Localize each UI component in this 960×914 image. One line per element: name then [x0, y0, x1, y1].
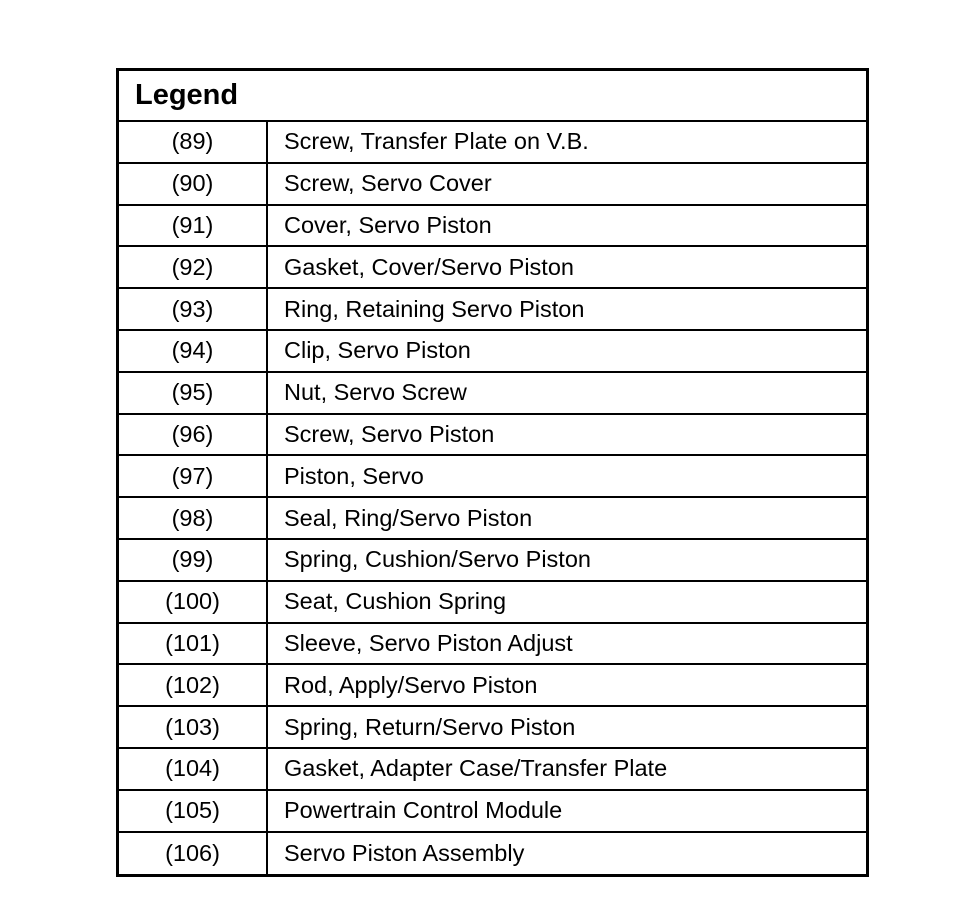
legend-row — [119, 540, 866, 582]
legend-item-description: Cover, Servo Piston — [284, 211, 492, 238]
legend-item-number: (100) — [119, 582, 268, 622]
legend-item-description: Gasket, Adapter Case/Transfer Plate — [284, 755, 668, 782]
legend-row — [119, 498, 866, 540]
legend-item-number: (104) — [119, 749, 268, 789]
legend-item-number: (102) — [119, 665, 268, 705]
legend-row — [119, 833, 866, 875]
legend-item-number: (99) — [119, 540, 268, 580]
legend-item-number: (95) — [119, 373, 268, 413]
legend-item-description: Ring, Retaining Servo Piston — [284, 295, 585, 322]
legend-item-number: (91) — [119, 206, 268, 246]
legend-item-number: (93) — [119, 289, 268, 329]
legend-row — [119, 791, 866, 833]
legend-item-description: Spring, Return/Servo Piston — [284, 713, 576, 740]
legend-item-number: (97) — [119, 456, 268, 496]
legend-item-number: (103) — [119, 707, 268, 747]
legend-item-description: Piston, Servo — [284, 462, 424, 489]
legend-item-number: (92) — [119, 247, 268, 287]
legend-item-number: (106) — [119, 833, 268, 875]
legend-row — [119, 456, 866, 498]
legend-item-description: Spring, Cushion/Servo Piston — [284, 546, 591, 573]
legend-row — [119, 164, 866, 206]
legend-item-number: (101) — [119, 624, 268, 664]
legend-item-description: Seat, Cushion Spring — [284, 588, 507, 615]
legend-rows — [119, 122, 866, 874]
legend-item-number: (98) — [119, 498, 268, 538]
legend-row — [119, 289, 866, 331]
legend-item-number: (90) — [119, 164, 268, 204]
legend-row — [119, 707, 866, 749]
legend-row — [119, 582, 866, 624]
legend-row — [119, 624, 866, 666]
legend-item-number: (96) — [119, 415, 268, 455]
legend-item-description: Nut, Servo Screw — [284, 379, 467, 406]
legend-item-description: Sleeve, Servo Piston Adjust — [284, 629, 573, 656]
legend-item-description: Rod, Apply/Servo Piston — [284, 671, 538, 698]
legend-item-description: Screw, Servo Piston — [284, 420, 495, 447]
legend-row — [119, 331, 866, 373]
legend-row — [119, 415, 866, 457]
legend-row — [119, 373, 866, 415]
legend-row — [119, 122, 866, 164]
legend-item-description: Screw, Servo Cover — [284, 170, 492, 197]
legend-item-description: Servo Piston Assembly — [284, 839, 525, 866]
legend-title: Legend — [119, 71, 866, 122]
legend-row — [119, 206, 866, 248]
legend-item-number: (94) — [119, 331, 268, 371]
legend-item-description: Gasket, Cover/Servo Piston — [284, 253, 574, 280]
legend-item-description: Clip, Servo Piston — [284, 337, 471, 364]
legend-item-description: Seal, Ring/Servo Piston — [284, 504, 533, 531]
legend-row — [119, 665, 866, 707]
legend-item-description: Powertrain Control Module — [284, 797, 563, 824]
legend-item-description: Screw, Transfer Plate on V.B. — [284, 128, 589, 155]
legend-item-number: (105) — [119, 791, 268, 831]
legend-row — [119, 749, 866, 791]
legend-row — [119, 247, 866, 289]
legend-item-number: (89) — [119, 122, 268, 162]
legend-table — [116, 68, 869, 877]
